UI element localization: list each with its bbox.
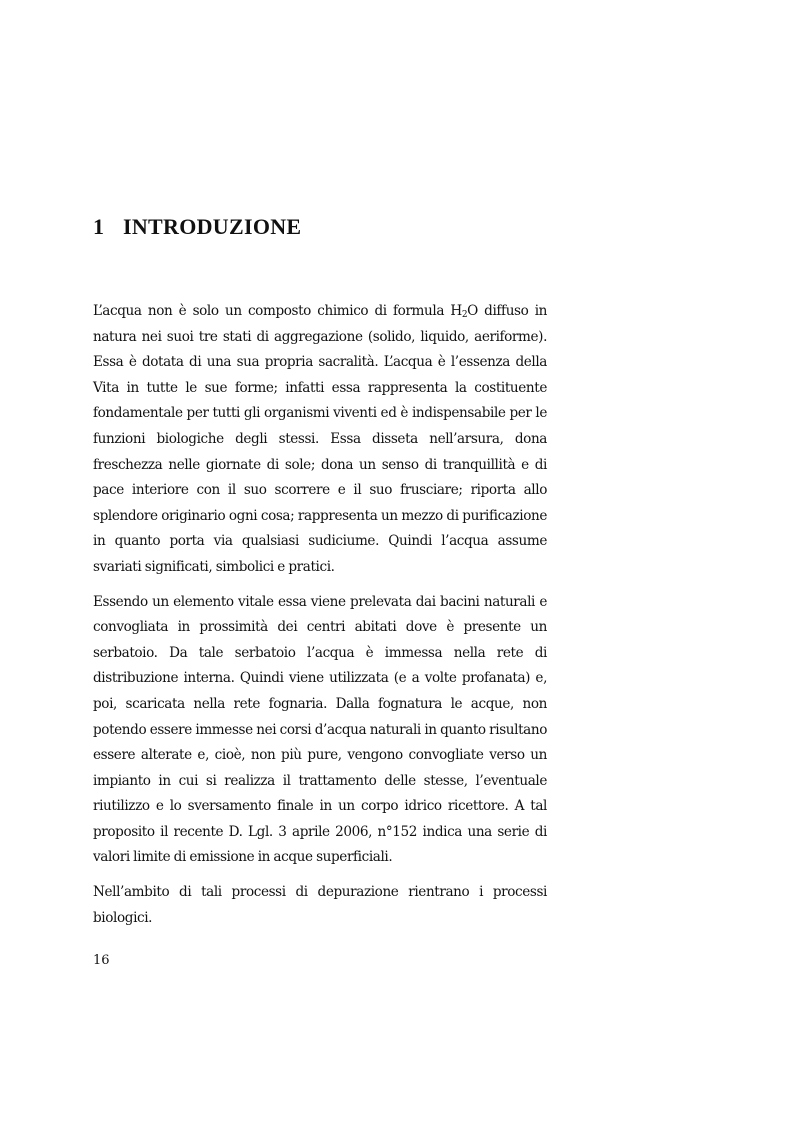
page-number: 16 — [93, 953, 110, 968]
paragraph-biological-processes: Nell’ambito di tali processi di depurazione rientrano i processi biologici. — [93, 884, 547, 926]
body-text — [93, 299, 547, 940]
chapter-heading — [93, 214, 301, 240]
paragraph-water-cycle: Essendo un elemento vitale essa viene prelevata dai bacini naturali e convogliata in prossimità dei centri abitati dove è presente un serbatoio. Da tale serbatoio l’acqua è immessa nella rete di distribuzione interna. Quindi viene utilizzata (e a volte profanata) e, poi, scaricata nella rete fognaria. Dalla fognatura le acque, non potendo essere immesse nei corsi d’acqua naturali in quanto risultano essere alterate e, cioè, non più pure, vengono convogliate verso un impianto in cui si realizza il trattamento delle stesse, l’eventuale riutilizzo e lo sversamento finale in un corpo idrico ricettore. A tal proposito il recente D. Lgl. 3 aprile 2006, n°152 indica una serie di valori limite di emissione in acque superficiali. — [93, 593, 547, 866]
paragraph-intro: L’acqua non è solo un composto chimico di formula $H_2O$ diffuso in natura nei suoi tre stati di aggregazione (solido, liquido, aeriforme). Essa è dotata di una sua propria sacralità. L’acqua è l’essenza della Vita in tutte le sue forme; infatti essa rappresenta la costituente fondamentale per tutti gli organismi viventi ed è indispensabile per le funzioni biologiche degli stessi. Essa disseta nell’arsura, dona freschezza nelle giornate di sole; dona un senso di tranquillità e di pace interiore con il suo scorrere e il suo frusciare; riporta allo splendore originario ogni cosa; rappresenta un mezzo di purificazione in quanto porta via qualsiasi sudiciume. Quindi l’acqua assume svariati significati, simbolici e pratici. — [93, 303, 548, 575]
chapter-title: INTRODUZIONE — [123, 214, 302, 239]
chemical-formula: $H_2O$ — [450, 303, 478, 320]
chapter-number: 1 — [93, 214, 105, 239]
